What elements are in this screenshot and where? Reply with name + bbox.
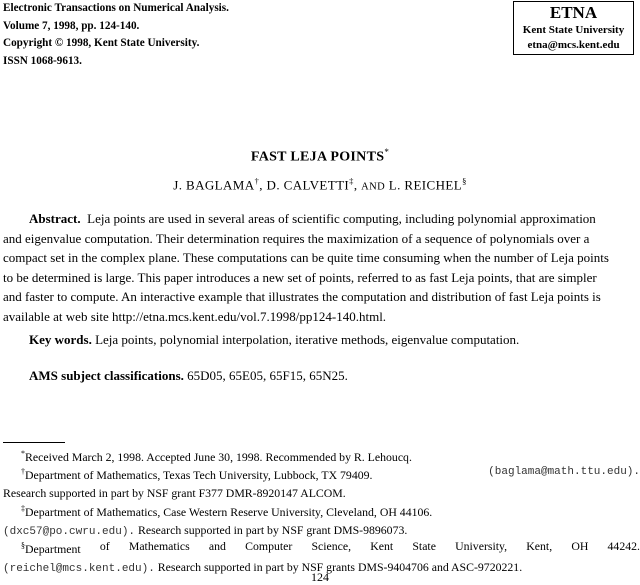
- author-calvetti-mark: ‡: [349, 176, 354, 186]
- footnote-calvetti-text: Department of Mathematics, Case Western Reserve University, Cleveland, OH 44106.: [25, 504, 433, 519]
- author-list: J. BAGLAMA†, D. CALVETTI‡, AND L. REICHEL§: [173, 176, 467, 193]
- ams-text: 65D05, 65E05, 65F15, 65N25.: [187, 368, 348, 383]
- footnote-rule: [3, 442, 65, 443]
- author-reichel-mark: §: [462, 176, 467, 186]
- footnote-baglama-mark: †: [21, 467, 25, 476]
- footnote-baglama: [3, 463, 640, 502]
- abstract-label: Abstract.: [29, 211, 81, 226]
- etna-logo-box: [513, 1, 634, 55]
- ams-classifications: [29, 368, 348, 384]
- abstract-line-2: and eigenvalue computation. Their determination requires the maximization of a sequence of polynomials over a: [3, 230, 590, 246]
- author-baglama-mark: †: [254, 176, 260, 186]
- key-words-label: Key words.: [29, 332, 92, 347]
- footnote-reichel-cont: Research supported in part by NSF grants DMS-9404706 and ASC-9720221.: [157, 560, 523, 575]
- footnote-baglama-cont: Research supported in part by NSF grant F377 DMR-8920147 ALCOM.: [3, 486, 346, 501]
- footnote-calvetti-email: (dxc57@po.cwru.edu).: [3, 526, 136, 539]
- footnote-baglama-text: Department of Mathematics, Texas Tech University, Lubbock, TX 79409.: [25, 467, 373, 482]
- paper-title: [0, 147, 640, 166]
- author-and: AND: [361, 181, 386, 193]
- ams-label: AMS subject classifications.: [29, 368, 184, 383]
- journal-copyright: Copyright © 1998, Kent State University.: [3, 37, 200, 49]
- journal-issn: ISSN 1068-9613.: [3, 54, 82, 67]
- author-calvetti: D. CALVETTI: [266, 177, 350, 193]
- footnote-received-text: Received March 2, 1998. Accepted June 30, 1998. Recommended by R. Lehoucq.: [25, 449, 412, 464]
- journal-volume: Volume 7, 1998, pp. 124-140.: [3, 19, 140, 32]
- key-words-text: Leja points, polynomial interpolation, iterative methods, eigenvalue computation.: [95, 332, 520, 347]
- etna-university: Kent State University: [522, 24, 625, 36]
- author-baglama: J. BAGLAMA: [173, 177, 255, 193]
- journal-name: Electronic Transactions on Numerical Analysis.: [3, 2, 229, 14]
- footnote-calvetti-cont: Research supported in part by NSF grant DMS-9896073.: [137, 523, 408, 538]
- footnote-baglama-email: (baglama@math.ttu.edu).: [488, 466, 640, 478]
- etna-email: etna@mcs.kent.edu: [527, 39, 620, 51]
- abstract-line-6: available at web site http://etna.mcs.kent.edu/vol.7.1998/pp124-140.html.: [3, 308, 387, 324]
- author-reichel: L. REICHEL: [388, 177, 463, 193]
- footnote-reichel-mark: §: [21, 541, 25, 550]
- etna-name: ETNA: [549, 3, 598, 22]
- footnote-calvetti: [3, 500, 640, 541]
- footnote-received-mark: *: [21, 449, 25, 458]
- journal-header: [3, 0, 229, 70]
- footnote-calvetti-mark: ‡: [21, 504, 25, 513]
- abstract-line-5: and faster to compute. An interactive example that illustrates the computation and distribution of fast Leja points is: [3, 289, 601, 305]
- abstract-line-4: to be determined is large. This paper introduces a new set of points, referred to as fast Leja points, that are simpler: [3, 269, 597, 285]
- key-words: [29, 332, 519, 348]
- abstract: [3, 209, 640, 327]
- abstract-line-3: compact set in the complex plane. These computations can be quite time consuming when the number of Leja points: [3, 250, 609, 266]
- paper-title-text: FAST LEJA POINTS: [250, 149, 385, 165]
- title-footnote-mark: *: [384, 147, 390, 157]
- page-number: 124: [311, 570, 329, 584]
- footnote-reichel-email: (reichel@mcs.kent.edu).: [3, 563, 155, 576]
- abstract-line-1: Abstract. Leja points are used in several areas of scientific computing, including polynomial approximation: [29, 211, 596, 226]
- footnote-reichel-line-1: §Department of Mathematics and Computer Science, Kent State University, Kent, OH 44242.: [21, 539, 640, 556]
